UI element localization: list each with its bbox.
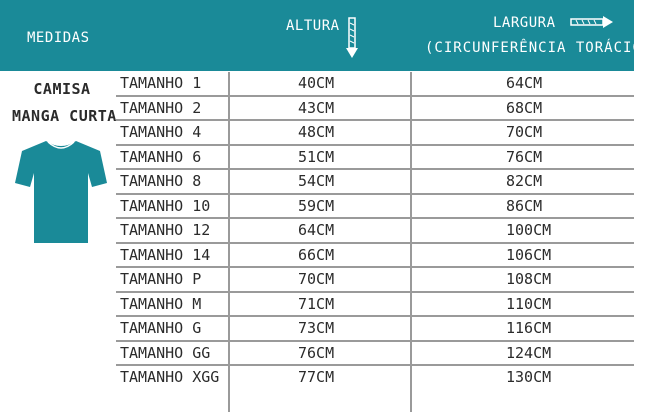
size-name: TAMANHO M — [120, 294, 202, 313]
header-bar — [0, 0, 661, 71]
table-row — [116, 195, 634, 220]
largura-value: 106CM — [506, 245, 552, 264]
size-name: TAMANHO 4 — [120, 123, 202, 141]
altura-value: 40CM — [298, 74, 335, 92]
largura-value: 64CM — [506, 74, 543, 92]
table-row — [116, 244, 634, 269]
tshirt-icon — [14, 137, 108, 247]
size-name: TAMANHO 6 — [120, 147, 202, 166]
header-circunferencia: (CIRCUNFERÊNCIA TORÁCICA) — [425, 40, 661, 56]
largura-value: 130CM — [506, 368, 552, 386]
altura-value: 43CM — [298, 98, 335, 117]
altura-value: 51CM — [298, 147, 335, 166]
table-row — [116, 317, 634, 342]
altura-value: 66CM — [298, 245, 335, 264]
table-row — [116, 293, 634, 318]
garment-label-line2: MANGA CURTA — [12, 107, 117, 125]
altura-value: 59CM — [298, 196, 335, 215]
table-row — [116, 342, 634, 367]
altura-value: 71CM — [298, 294, 335, 313]
largura-value: 110CM — [506, 294, 552, 313]
altura-value: 70CM — [298, 270, 335, 288]
largura-value: 116CM — [506, 319, 552, 337]
table-row — [116, 170, 634, 195]
garment-label-line1: CAMISA — [33, 80, 91, 98]
size-name: TAMANHO G — [120, 319, 202, 337]
altura-value: 77CM — [298, 368, 335, 386]
size-table — [116, 72, 634, 391]
size-name: TAMANHO 1 — [120, 74, 202, 92]
size-name: TAMANHO P — [120, 270, 202, 288]
altura-value: 76CM — [298, 343, 335, 362]
largura-value: 70CM — [506, 123, 543, 141]
size-name: TAMANHO 10 — [120, 196, 211, 215]
arrow-right-icon — [570, 15, 614, 29]
size-name: TAMANHO 8 — [120, 172, 202, 190]
header-altura: ALTURA — [286, 18, 340, 34]
size-name: TAMANHO GG — [120, 343, 211, 362]
table-row — [116, 146, 634, 171]
largura-value: 76CM — [506, 147, 543, 166]
largura-value: 108CM — [506, 270, 552, 288]
table-row — [116, 121, 634, 146]
altura-value: 64CM — [298, 221, 335, 239]
largura-value: 124CM — [506, 343, 552, 362]
largura-value: 68CM — [506, 98, 543, 117]
table-row — [116, 366, 634, 391]
altura-value: 48CM — [298, 123, 335, 141]
arrow-down-icon — [345, 17, 359, 59]
table-row — [116, 219, 634, 244]
table-row — [116, 268, 634, 293]
largura-value: 100CM — [506, 221, 552, 239]
size-name: TAMANHO 12 — [120, 221, 211, 239]
altura-value: 54CM — [298, 172, 335, 190]
size-name: TAMANHO 2 — [120, 98, 202, 117]
size-name: TAMANHO 14 — [120, 245, 211, 264]
altura-value: 73CM — [298, 319, 335, 337]
table-row — [116, 72, 634, 97]
largura-value: 82CM — [506, 172, 543, 190]
header-largura: LARGURA — [493, 15, 556, 31]
largura-value: 86CM — [506, 196, 543, 215]
table-row — [116, 97, 634, 122]
size-name: TAMANHO XGG — [120, 368, 220, 386]
header-medidas: MEDIDAS — [27, 30, 90, 46]
